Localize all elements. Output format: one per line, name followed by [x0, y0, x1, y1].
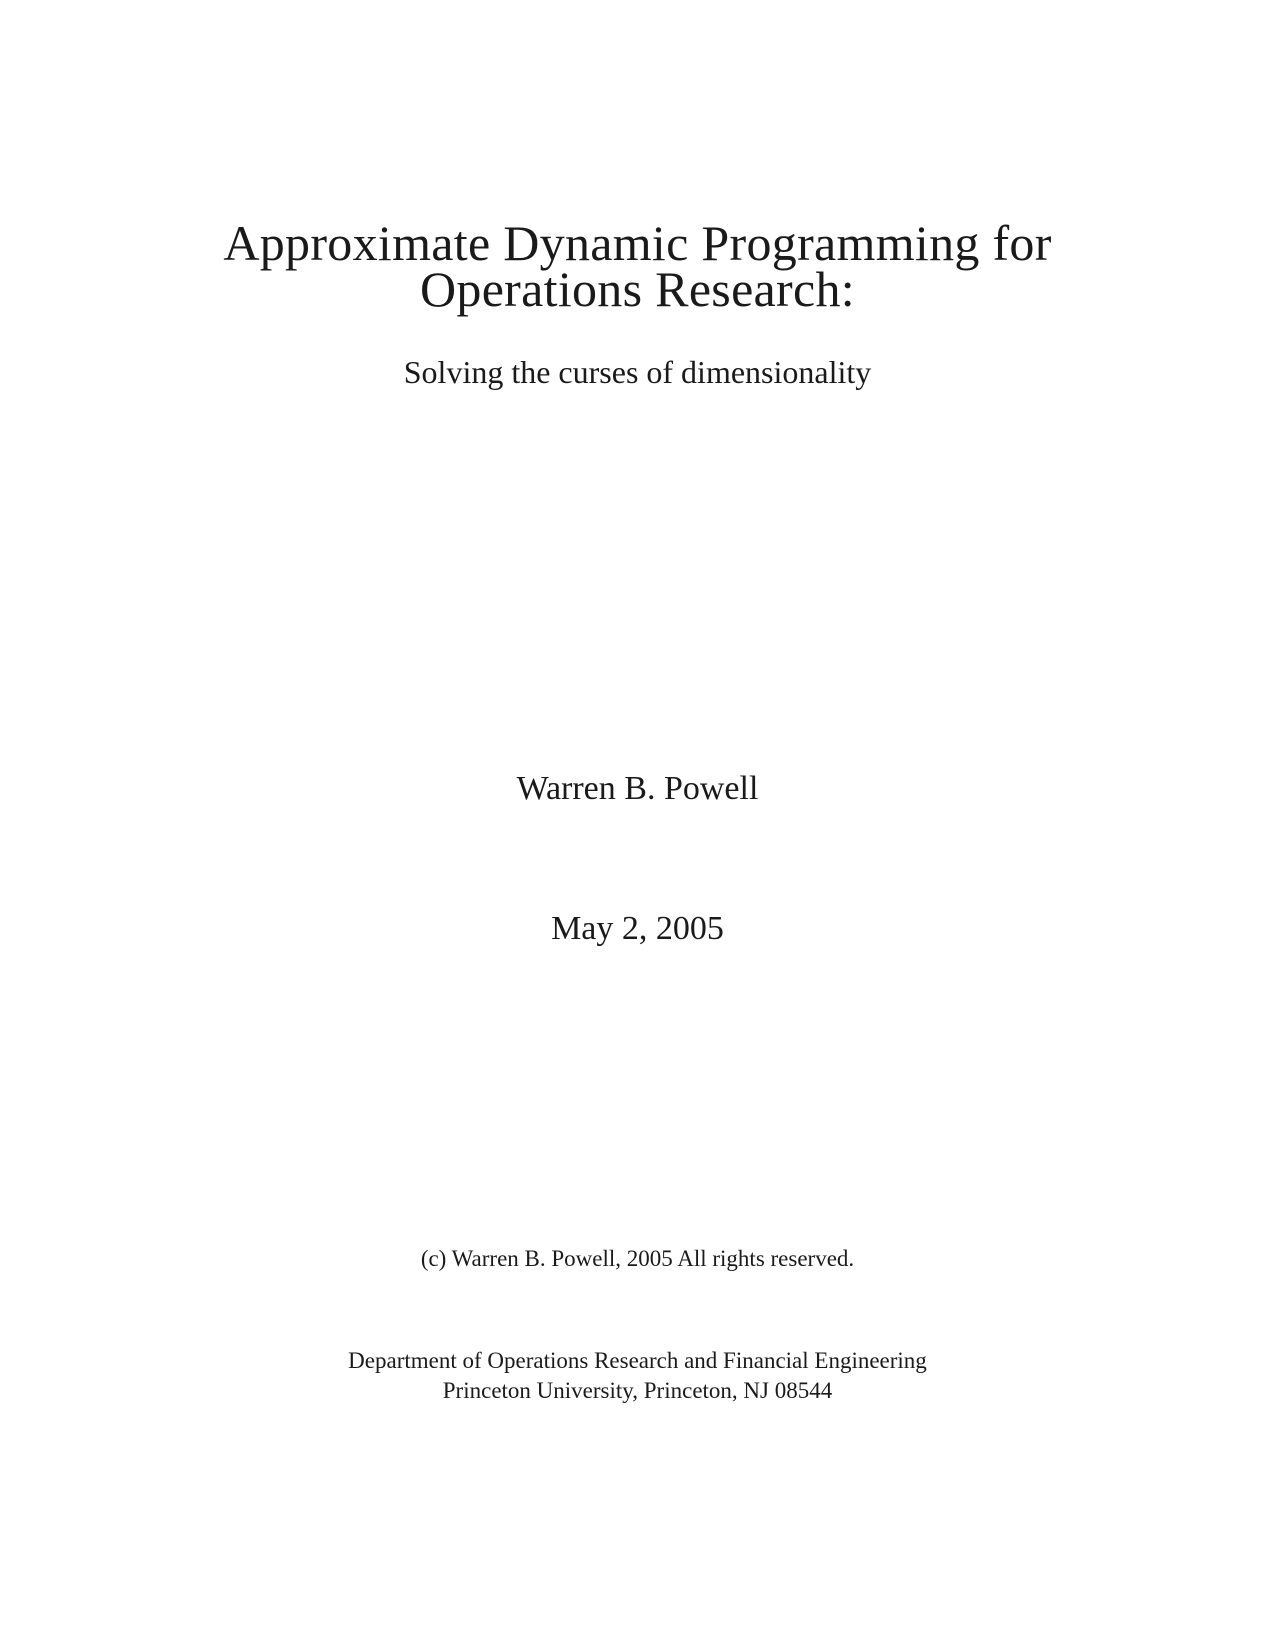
affiliation-university: Princeton University, Princeton, NJ 08544: [442, 1378, 833, 1403]
book-title-line-2: Operations Research:: [419, 261, 855, 317]
affiliation-department: Department of Operations Research and Financial Engineering: [348, 1348, 927, 1373]
book-title-line-1: Approximate Dynamic Programming for: [223, 215, 1052, 271]
copyright-notice: (c) Warren B. Powell, 2005 All rights reserved.: [420, 1246, 855, 1271]
author-name: Warren B. Powell: [516, 770, 759, 807]
publication-date: May 2, 2005: [551, 910, 724, 947]
book-subtitle: Solving the curses of dimensionality: [403, 354, 872, 390]
